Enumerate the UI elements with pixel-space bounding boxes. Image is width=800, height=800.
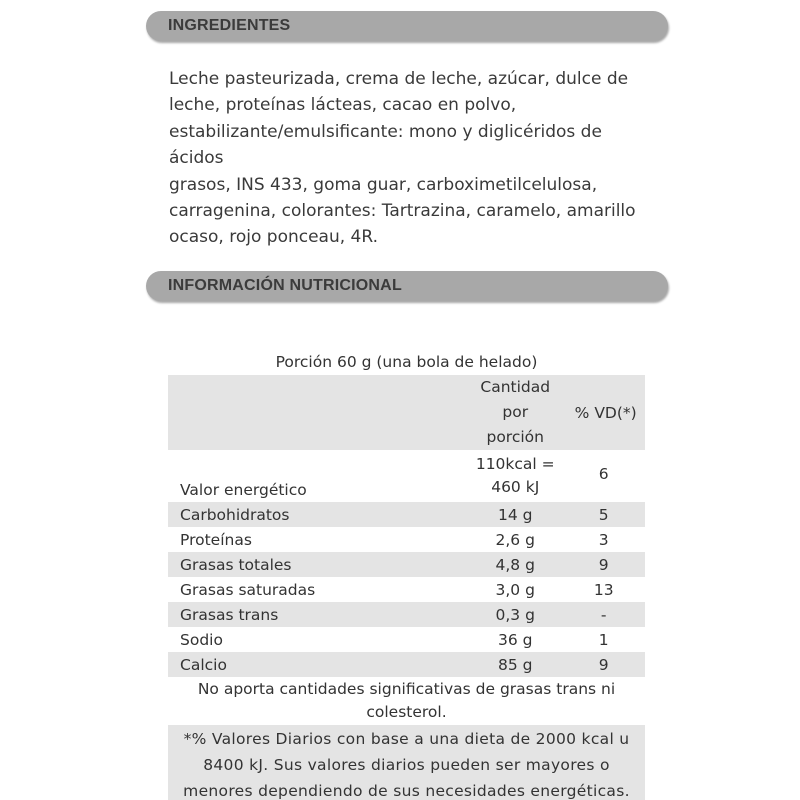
table-row bbox=[168, 552, 645, 577]
footnote-trans-fat bbox=[168, 677, 645, 725]
footnote-row bbox=[168, 725, 645, 800]
ingredients-line: Leche pasteurizada, crema de leche, azúcar, dulce de bbox=[169, 69, 629, 89]
table-header-row bbox=[168, 375, 645, 450]
header-name-cell bbox=[168, 375, 468, 450]
table-row bbox=[168, 527, 645, 552]
ingredients-line: estabilizante/emulsificante: mono y diglicéridos de ácidos bbox=[169, 121, 602, 169]
nutrient-vd: 6 bbox=[598, 465, 609, 483]
energy-kj: 460 kJ bbox=[491, 478, 540, 496]
nutrient-qty: 0,3 g bbox=[468, 602, 562, 627]
ingredients-line: carragenina, colorantes: Tartrazina, caramelo, amarillo bbox=[169, 201, 636, 222]
nutrient-vd: 1 bbox=[598, 630, 609, 649]
footnote-daily-values bbox=[168, 725, 645, 800]
ingredients-line: leche, proteínas lácteas, cacao en polvo, bbox=[169, 95, 517, 116]
footnote-row bbox=[168, 677, 645, 725]
nutrient-qty: 36 g bbox=[497, 630, 533, 649]
nutrition-header: INFORMACIÓN NUTRICIONAL bbox=[146, 271, 668, 301]
nutrient-name: Calcio bbox=[168, 652, 468, 677]
nutrient-name: Grasas trans bbox=[168, 602, 468, 627]
table-row bbox=[168, 577, 645, 602]
ingredients-line: ocaso, rojo ponceau, 4R. bbox=[169, 227, 378, 248]
nutrient-qty: 4,8 g bbox=[468, 552, 562, 577]
qty-header-line: porción bbox=[486, 428, 544, 446]
nutrition-table bbox=[168, 349, 645, 800]
footnote-line: menores dependiendo de sus necesidades energéticas. bbox=[183, 782, 630, 800]
qty-header-line: Cantidad bbox=[480, 378, 551, 396]
nutrient-name: Grasas saturadas bbox=[180, 580, 316, 599]
table-row bbox=[168, 502, 645, 527]
table-row bbox=[168, 652, 645, 677]
qty-header-line: por bbox=[502, 403, 529, 421]
portion-row bbox=[168, 349, 645, 375]
footnote-line: *% Valores Diarios con base a una dieta de 2000 kcal u bbox=[183, 730, 630, 748]
ingredients-line: grasos, INS 433, goma guar, carboximetilcelulosa, bbox=[169, 174, 598, 195]
footnote-line: colesterol. bbox=[366, 703, 447, 721]
nutrient-name: Sodio bbox=[180, 630, 223, 649]
nutrient-vd: 3 bbox=[598, 530, 609, 549]
nutrient-qty bbox=[468, 450, 562, 502]
nutrient-vd: 9 bbox=[562, 552, 645, 577]
table-row-energy bbox=[168, 450, 645, 502]
qty-header bbox=[468, 375, 562, 450]
nutrient-qty: 14 g bbox=[468, 502, 562, 527]
ingredients-header: INGREDIENTES bbox=[146, 11, 668, 41]
table-row bbox=[168, 627, 645, 652]
nutrient-vd: 13 bbox=[593, 580, 614, 599]
nutrient-name: Grasas totales bbox=[168, 552, 468, 577]
nutrient-name: Proteínas bbox=[180, 530, 252, 549]
nutrient-name: Valor energético bbox=[180, 481, 307, 499]
energy-kcal: 110kcal = bbox=[475, 455, 555, 473]
nutrient-qty: 3,0 g bbox=[495, 580, 535, 599]
footnote-line: No aporta cantidades significativas de grasas trans ni bbox=[197, 680, 616, 698]
nutrient-name: Carbohidratos bbox=[168, 502, 468, 527]
ingredients-text bbox=[169, 66, 649, 251]
nutrient-vd: 9 bbox=[562, 652, 645, 677]
nutrient-vd: - bbox=[562, 602, 645, 627]
table-row bbox=[168, 602, 645, 627]
nutrient-qty: 2,6 g bbox=[495, 530, 535, 549]
footnote-line: 8400 kJ. Sus valores diarios pueden ser mayores o bbox=[203, 756, 610, 774]
portion-caption: Porción 60 g (una bola de helado) bbox=[275, 353, 538, 371]
nutrient-qty: 85 g bbox=[468, 652, 562, 677]
vd-header: % VD(*) bbox=[562, 375, 645, 450]
nutrient-vd: 5 bbox=[562, 502, 645, 527]
